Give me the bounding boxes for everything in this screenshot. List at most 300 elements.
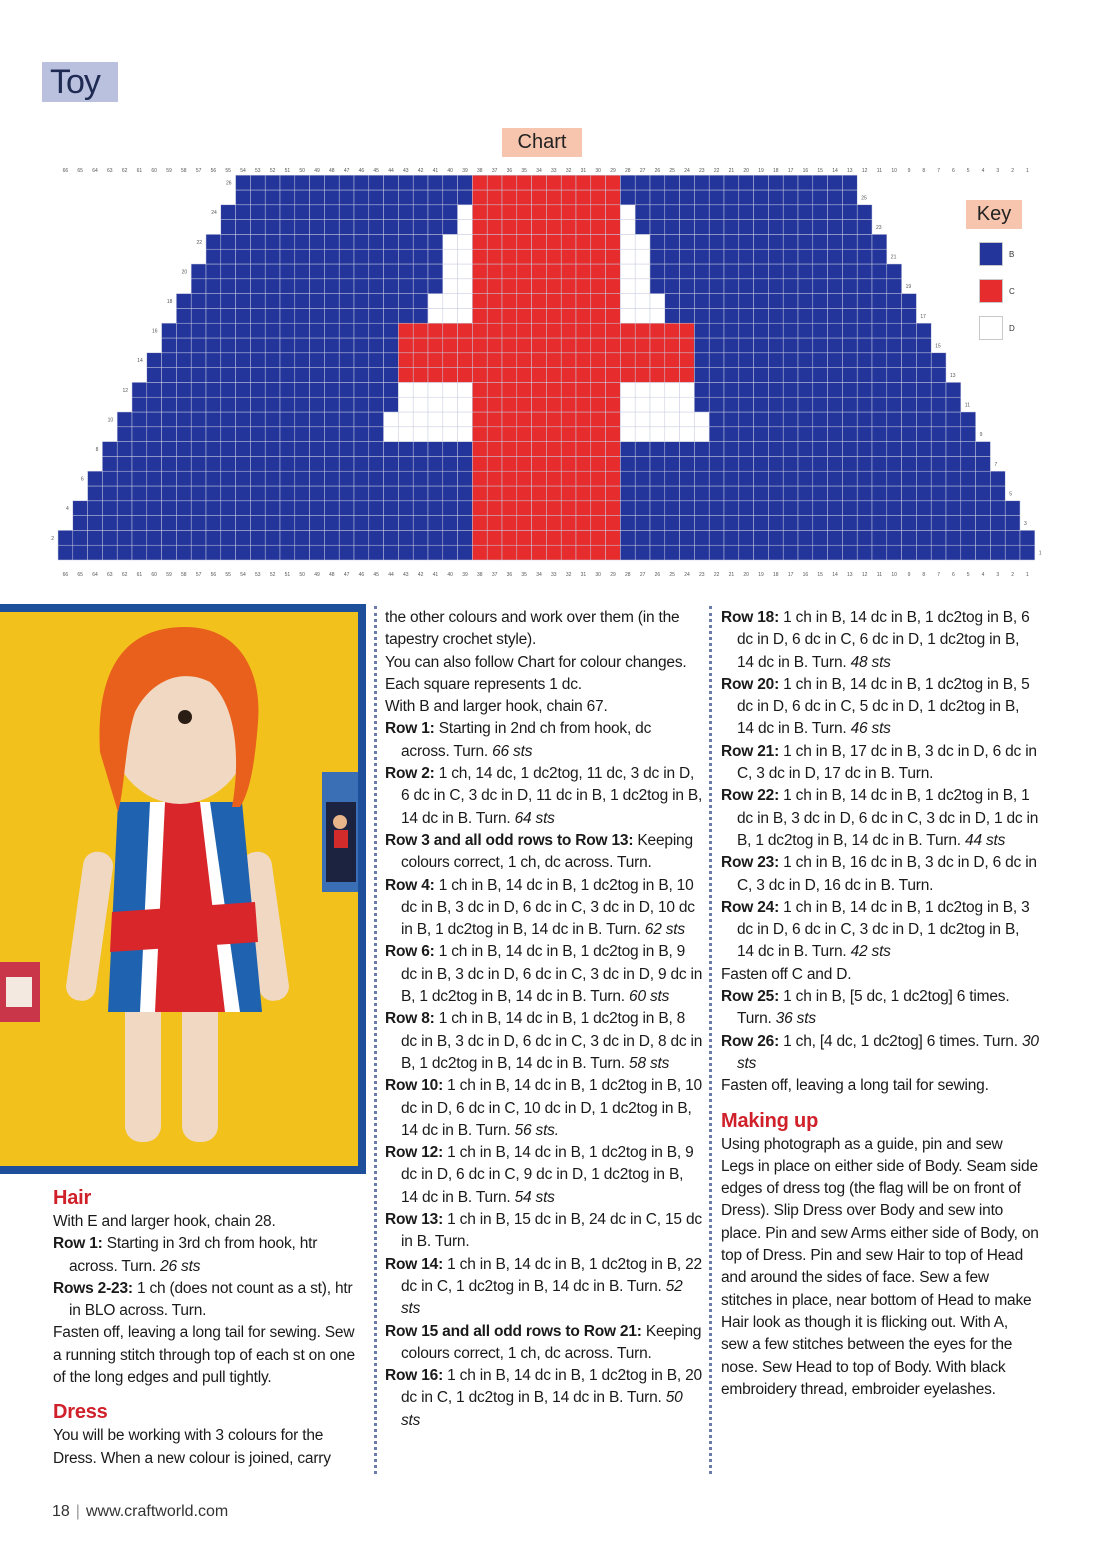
chart-cell	[546, 234, 561, 249]
chart-cell	[916, 471, 931, 486]
chart-cell	[472, 353, 487, 368]
chart-cell	[665, 190, 680, 205]
chart-cell	[887, 412, 902, 427]
chart-cell	[532, 308, 547, 323]
chart-cell	[472, 412, 487, 427]
chart-cell	[206, 516, 221, 531]
chart-cell	[206, 353, 221, 368]
chart-cell	[265, 308, 280, 323]
chart-col-label-bottom: 20	[743, 572, 749, 578]
chart-cell	[458, 294, 473, 309]
chart-cell	[324, 323, 339, 338]
chart-cell	[428, 486, 443, 501]
chart-cell	[961, 427, 976, 442]
chart-cell	[384, 279, 399, 294]
chart-cell	[162, 323, 177, 338]
chart-cell	[206, 368, 221, 383]
chart-cell	[384, 353, 399, 368]
chart-cell	[694, 486, 709, 501]
chart-col-label-bottom: 2	[1011, 572, 1014, 578]
chart-col-label-top: 52	[269, 168, 276, 174]
chart-col-label-top: 50	[299, 168, 305, 174]
chart-cell	[931, 456, 946, 471]
chart-cell	[280, 220, 295, 235]
chart-cell	[620, 516, 635, 531]
chart-cell	[724, 234, 739, 249]
chart-cell	[798, 294, 813, 309]
chart-cell	[339, 338, 354, 353]
chart-cell	[606, 545, 621, 560]
chart-col-label-bottom: 22	[713, 572, 720, 578]
chart-cell	[783, 368, 798, 383]
chart-cell	[724, 205, 739, 220]
chart-cell	[546, 338, 561, 353]
chart-cell	[280, 294, 295, 309]
chart-col-label-bottom: 24	[684, 572, 690, 578]
chart-cell	[413, 530, 428, 545]
chart-cell	[606, 368, 621, 383]
chart-cell	[768, 190, 783, 205]
chart-cell	[73, 501, 88, 516]
chart-cell	[872, 382, 887, 397]
chart-cell	[369, 338, 384, 353]
chart-cell	[339, 205, 354, 220]
chart-cell	[413, 220, 428, 235]
chart-cell	[398, 456, 413, 471]
chart-cell	[236, 368, 251, 383]
chart-cell	[561, 516, 576, 531]
chart-cell	[206, 397, 221, 412]
chart-cell	[857, 456, 872, 471]
chart-cell	[132, 442, 147, 457]
chart-cell	[191, 338, 206, 353]
chart-cell	[665, 412, 680, 427]
chart-cell	[354, 530, 369, 545]
chart-cell	[606, 190, 621, 205]
chart-cell	[295, 190, 310, 205]
chart-cell	[310, 516, 325, 531]
chart-cell	[206, 294, 221, 309]
chart-cell	[680, 516, 695, 531]
dress-row: Row 22: 1 ch in B, 14 dc in B, 1 dc2tog in B, 1 dc in B, 3 dc in D, 6 dc in C, 3 dc in D, 1 dc in B, 1 dc2tog in B, 14 dc in B. Turn. 44 sts	[721, 787, 1039, 849]
chart-row-label: 10	[107, 417, 114, 424]
chart-col-label-top: 10	[891, 168, 897, 174]
chart-cell	[620, 234, 635, 249]
chart-cell	[887, 308, 902, 323]
chart-cell	[872, 323, 887, 338]
chart-cell	[532, 442, 547, 457]
chart-col-label-bottom: 40	[447, 572, 453, 578]
chart-cell	[428, 220, 443, 235]
chart-cell	[472, 175, 487, 190]
chart-col-label-bottom: 58	[181, 572, 187, 578]
chart-col-label-top: 12	[861, 168, 868, 174]
chart-cell	[384, 190, 399, 205]
chart-cell	[872, 456, 887, 471]
chart-cell	[635, 338, 650, 353]
chart-cell	[768, 530, 783, 545]
chart-cell	[176, 486, 191, 501]
chart-cell	[339, 323, 354, 338]
chart-cell	[635, 442, 650, 457]
chart-cell	[680, 412, 695, 427]
chart-col-label-top: 53	[255, 168, 261, 174]
chart-cell	[694, 516, 709, 531]
chart-cell	[591, 234, 606, 249]
chart-cell	[236, 427, 251, 442]
chart-col-label-top: 6	[952, 168, 955, 174]
chart-cell	[384, 220, 399, 235]
chart-cell	[532, 471, 547, 486]
chart-cell	[487, 294, 502, 309]
chart-col-label-top: 30	[595, 168, 601, 174]
dress-row: Row 10: 1 ch in B, 14 dc in B, 1 dc2tog in B, 10 dc in D, 6 dc in C, 10 dc in D, 1 dc2tog in B, 14 dc in B. Turn. 56 sts.	[385, 1077, 702, 1139]
chart-cell	[665, 294, 680, 309]
chart-col-label-bottom: 36	[506, 572, 513, 578]
chart-cell	[754, 175, 769, 190]
chart-cell	[754, 471, 769, 486]
chart-cell	[665, 220, 680, 235]
chart-cell	[162, 530, 177, 545]
chart-cell	[754, 338, 769, 353]
chart-cell	[694, 234, 709, 249]
chart-cell	[828, 205, 843, 220]
chart-cell	[842, 323, 857, 338]
chart-cell	[1020, 545, 1035, 560]
chart-cell	[724, 427, 739, 442]
chart-cell	[250, 264, 265, 279]
chart-cell	[413, 427, 428, 442]
chart-cell	[754, 234, 769, 249]
chart-cell	[694, 442, 709, 457]
chart-cell	[635, 190, 650, 205]
chart-cell	[887, 382, 902, 397]
chart-cell	[739, 279, 754, 294]
chart-cell	[961, 442, 976, 457]
chart-cell	[798, 486, 813, 501]
dress-intro-continued: the other colours and work over them (in the tapestry crochet style).	[385, 609, 680, 649]
chart-cell	[472, 501, 487, 516]
chart-cell	[369, 323, 384, 338]
chart-cell	[517, 353, 532, 368]
chart-cell	[354, 427, 369, 442]
chart-cell	[798, 382, 813, 397]
chart-cell	[176, 338, 191, 353]
chart-cell	[398, 412, 413, 427]
chart-cell	[842, 234, 857, 249]
chart-cell	[665, 456, 680, 471]
chart-cell	[739, 442, 754, 457]
chart-col-label-top: 55	[225, 168, 231, 174]
column-divider-1	[374, 606, 377, 1474]
chart-cell	[339, 501, 354, 516]
chart-col-label-bottom: 1	[1026, 572, 1029, 578]
chart-cell	[458, 412, 473, 427]
dress-row: Row 23: 1 ch in B, 16 dc in B, 3 dc in D, 6 dc in C, 3 dc in D, 16 dc in B. Turn.	[721, 854, 1037, 894]
chart-cell	[1020, 530, 1035, 545]
chart-cell	[324, 501, 339, 516]
chart-cell	[591, 264, 606, 279]
chart-col-label-bottom: 34	[536, 572, 542, 578]
chart-cell	[191, 382, 206, 397]
chart-cell	[813, 545, 828, 560]
chart-cell	[532, 516, 547, 531]
chart-col-label-top: 41	[432, 168, 439, 174]
chart-cell	[650, 353, 665, 368]
chart-cell	[857, 249, 872, 264]
chart-cell	[176, 442, 191, 457]
chart-cell	[398, 264, 413, 279]
chart-cell	[324, 382, 339, 397]
chart-cell	[532, 175, 547, 190]
chart-cell	[517, 545, 532, 560]
chart-cell	[576, 397, 591, 412]
chart-cell	[902, 471, 917, 486]
chart-col-label-bottom: 11	[876, 572, 883, 578]
chart-cell	[709, 442, 724, 457]
chart-cell	[739, 368, 754, 383]
chart-cell	[620, 264, 635, 279]
chart-cell	[976, 530, 991, 545]
chart-cell	[472, 456, 487, 471]
chart-cell	[250, 175, 265, 190]
chart-cell	[443, 486, 458, 501]
chart-cell	[250, 382, 265, 397]
chart-cell	[265, 220, 280, 235]
chart-cell	[398, 338, 413, 353]
chart-cell	[413, 264, 428, 279]
chart-cell	[709, 516, 724, 531]
chart-cell	[221, 220, 236, 235]
key-label-b: B	[1009, 250, 1015, 259]
chart-cell	[635, 234, 650, 249]
chart-cell	[665, 382, 680, 397]
chart-cell	[754, 530, 769, 545]
chart-cell	[88, 486, 103, 501]
chart-cell	[754, 516, 769, 531]
chart-cell	[946, 501, 961, 516]
chart-cell	[384, 486, 399, 501]
chart-cell	[546, 412, 561, 427]
chart-cell	[665, 442, 680, 457]
chart-cell	[798, 323, 813, 338]
chart-cell	[532, 545, 547, 560]
chart-cell	[724, 338, 739, 353]
chart-cell	[354, 486, 369, 501]
chart-cell	[354, 323, 369, 338]
chart-cell	[768, 205, 783, 220]
chart-cell	[887, 353, 902, 368]
chart-cell	[946, 486, 961, 501]
dress-row: Row 15 and all odd rows to Row 21: Keeping colours correct, 1 ch, dc across. Turn.	[385, 1322, 702, 1362]
chart-cell	[398, 471, 413, 486]
chart-cell	[694, 501, 709, 516]
chart-cell	[162, 471, 177, 486]
chart-col-label-bottom: 32	[565, 572, 572, 578]
chart-cell	[680, 279, 695, 294]
chart-cell	[517, 249, 532, 264]
chart-cell	[354, 338, 369, 353]
chart-col-label-bottom: 41	[432, 572, 439, 578]
chart-cell	[206, 249, 221, 264]
chart-cell	[680, 368, 695, 383]
chart-cell	[798, 264, 813, 279]
chart-cell	[532, 279, 547, 294]
chart-cell	[280, 516, 295, 531]
chart-cell	[280, 471, 295, 486]
chart-cell	[620, 486, 635, 501]
chart-cell	[828, 501, 843, 516]
chart-cell	[591, 279, 606, 294]
chart-cell	[250, 412, 265, 427]
chart-cell	[650, 190, 665, 205]
chart-cell	[310, 442, 325, 457]
chart-cell	[783, 471, 798, 486]
chart-cell	[398, 234, 413, 249]
chart-cell	[813, 486, 828, 501]
chart-cell	[561, 427, 576, 442]
chart-cell	[768, 442, 783, 457]
chart-cell	[828, 323, 843, 338]
chart-cell	[931, 545, 946, 560]
chart-cell	[783, 175, 798, 190]
chart-cell	[887, 279, 902, 294]
chart-cell	[265, 412, 280, 427]
chart-cell	[650, 471, 665, 486]
chart-cell	[694, 279, 709, 294]
chart-cell	[561, 294, 576, 309]
chart-cell	[413, 294, 428, 309]
chart-cell	[250, 279, 265, 294]
chart-cell	[754, 545, 769, 560]
chart-cell	[798, 205, 813, 220]
chart-col-label-bottom: 51	[284, 572, 291, 578]
chart-cell	[472, 338, 487, 353]
chart-cell	[339, 294, 354, 309]
chart-cell	[754, 308, 769, 323]
chart-cell	[176, 456, 191, 471]
chart-cell	[576, 442, 591, 457]
chart-cell	[221, 471, 236, 486]
chart-cell	[487, 456, 502, 471]
chart-cell	[561, 412, 576, 427]
chart-cell	[147, 368, 162, 383]
chart-cell	[591, 368, 606, 383]
chart-col-label-top: 19	[758, 168, 764, 174]
chart-cell	[176, 471, 191, 486]
chart-row-label: 3	[1024, 521, 1027, 527]
chart-col-label-top: 17	[787, 168, 794, 174]
chart-cell	[916, 530, 931, 545]
chart-cell	[443, 220, 458, 235]
key-label-c: C	[1009, 287, 1015, 296]
chart-col-label-bottom: 66	[62, 572, 69, 578]
chart-cell	[650, 249, 665, 264]
chart-cell	[546, 353, 561, 368]
chart-cell	[620, 323, 635, 338]
chart-cell	[842, 205, 857, 220]
chart-cell	[517, 442, 532, 457]
chart-cell	[428, 175, 443, 190]
chart-cell	[709, 353, 724, 368]
chart-cell	[857, 353, 872, 368]
chart-cell	[413, 338, 428, 353]
chart-cell	[324, 471, 339, 486]
chart-cell	[413, 190, 428, 205]
chart-cell	[739, 220, 754, 235]
chart-cell	[58, 545, 73, 560]
chart-cell	[887, 516, 902, 531]
chart-cell	[428, 368, 443, 383]
chart-col-label-top: 25	[669, 168, 675, 174]
chart-cell	[709, 205, 724, 220]
chart-cell	[842, 368, 857, 383]
chart-cell	[339, 175, 354, 190]
chart-cell	[828, 442, 843, 457]
chart-cell	[250, 397, 265, 412]
chart-cell	[783, 220, 798, 235]
chart-cell	[532, 353, 547, 368]
chart-cell	[724, 501, 739, 516]
chart-cell	[191, 516, 206, 531]
chart-cell	[561, 486, 576, 501]
chart-cell	[458, 545, 473, 560]
chart-cell	[561, 190, 576, 205]
chart-cell	[798, 545, 813, 560]
chart-cell	[665, 279, 680, 294]
chart-cell	[606, 516, 621, 531]
chart-cell	[176, 397, 191, 412]
chart-cell	[842, 427, 857, 442]
chart-cell	[813, 338, 828, 353]
chart-cell	[680, 190, 695, 205]
chart-cell	[561, 471, 576, 486]
chart-cell	[132, 456, 147, 471]
chart-cell	[665, 516, 680, 531]
chart-cell	[576, 368, 591, 383]
chart-cell	[250, 471, 265, 486]
chart-col-label-bottom: 35	[521, 572, 527, 578]
chart-cell	[354, 456, 369, 471]
chart-cell	[517, 190, 532, 205]
chart-cell	[250, 545, 265, 560]
chart-cell	[354, 279, 369, 294]
chart-cell	[428, 501, 443, 516]
chart-cell	[813, 427, 828, 442]
chart-cell	[369, 279, 384, 294]
chart-cell	[620, 442, 635, 457]
chart-cell	[443, 530, 458, 545]
chart-cell	[620, 397, 635, 412]
chart-cell	[887, 323, 902, 338]
chart-cell	[472, 427, 487, 442]
chart-cell	[295, 294, 310, 309]
chart-cell	[295, 486, 310, 501]
chart-row-label: 23	[876, 225, 882, 231]
chart-col-label-bottom: 42	[417, 572, 424, 578]
chart-cell	[472, 249, 487, 264]
chart-cell	[946, 456, 961, 471]
chart-cell	[384, 442, 399, 457]
chart-cell	[694, 530, 709, 545]
chart-cell	[561, 234, 576, 249]
chart-cell	[117, 442, 132, 457]
chart-cell	[265, 338, 280, 353]
chart-cell	[606, 353, 621, 368]
chart-cell	[502, 323, 517, 338]
chart-cell	[709, 545, 724, 560]
chart-cell	[324, 205, 339, 220]
